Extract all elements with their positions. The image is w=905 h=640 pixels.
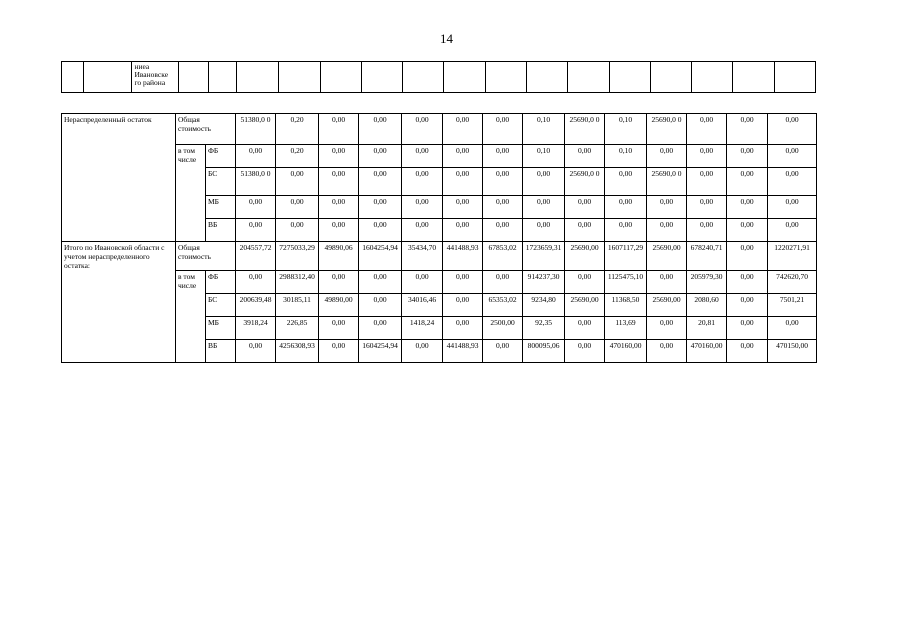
- value-cell: 30185,11: [276, 294, 319, 317]
- value-cell: 0,00: [359, 114, 402, 145]
- value-cell: 0,00: [483, 196, 523, 219]
- value-cell: 65353,02: [483, 294, 523, 317]
- value-cell: 0,00: [727, 242, 768, 271]
- value-cell: 92,35: [523, 317, 565, 340]
- value-cell: 0,10: [523, 145, 565, 168]
- value-cell: 470160,00: [605, 340, 647, 363]
- value-cell: 0,00: [727, 196, 768, 219]
- value-cell: 1220271,91: [768, 242, 817, 271]
- value-cell: 0,00: [565, 145, 605, 168]
- value-cell: 0,00: [768, 145, 817, 168]
- funding-source-label: МБ: [206, 196, 236, 219]
- value-cell: 25690,00: [647, 242, 687, 271]
- value-cell: 0,00: [483, 271, 523, 294]
- value-cell: 0,00: [523, 196, 565, 219]
- value-cell: 0,00: [443, 196, 483, 219]
- value-cell: 0,00: [443, 271, 483, 294]
- municipality-name-cell: ниеа Ивановске го района: [132, 62, 178, 93]
- value-cell: 470150,00: [768, 340, 817, 363]
- value-cell: 35434,70: [402, 242, 443, 271]
- value-cell: 25690,0 0: [565, 114, 605, 145]
- value-cell: 0,00: [359, 219, 402, 242]
- value-cell: 0,00: [359, 145, 402, 168]
- value-cell: 0,00: [727, 271, 768, 294]
- value-cell: 0,00: [727, 114, 768, 145]
- value-cell: 2988312,40: [276, 271, 319, 294]
- value-cell: 3918,24: [236, 317, 276, 340]
- value-cell: 0,00: [359, 294, 402, 317]
- value-cell: 0,00: [402, 145, 443, 168]
- value-cell: 0,00: [402, 196, 443, 219]
- value-cell: 0,00: [768, 196, 817, 219]
- value-cell: 0,00: [443, 145, 483, 168]
- value-cell: 0,00: [402, 219, 443, 242]
- value-cell: 0,00: [565, 196, 605, 219]
- value-cell: 0,00: [483, 340, 523, 363]
- value-cell: 0,00: [647, 219, 687, 242]
- value-cell: 34016,46: [402, 294, 443, 317]
- value-cell: 0,00: [443, 114, 483, 145]
- value-cell: 1604254,94: [359, 340, 402, 363]
- value-cell: 49890,00: [319, 294, 359, 317]
- value-cell: 204557,72: [236, 242, 276, 271]
- value-cell: 0,00: [565, 317, 605, 340]
- value-cell: 0,00: [276, 219, 319, 242]
- value-cell: 0,10: [605, 145, 647, 168]
- value-cell: 0,00: [768, 219, 817, 242]
- value-cell: 25690,00: [565, 294, 605, 317]
- value-cell: 0,00: [523, 219, 565, 242]
- value-cell: 0,00: [483, 145, 523, 168]
- value-cell: 4256308,93: [276, 340, 319, 363]
- value-cell: 0,00: [236, 271, 276, 294]
- value-cell: 470160,00: [687, 340, 727, 363]
- value-cell: 0,00: [565, 271, 605, 294]
- value-cell: 0,00: [687, 219, 727, 242]
- funding-source-label: ФБ: [206, 145, 236, 168]
- value-cell: 0,20: [276, 114, 319, 145]
- value-cell: 67853,02: [483, 242, 523, 271]
- value-cell: 0,00: [483, 219, 523, 242]
- value-cell: 25690,00: [647, 294, 687, 317]
- value-cell: 2500,00: [483, 317, 523, 340]
- table-row: [62, 145, 817, 168]
- value-cell: 25690,0 0: [565, 168, 605, 196]
- funding-source-label: ВБ: [206, 219, 236, 242]
- funding-source-label: БС: [206, 168, 236, 196]
- value-cell: 0,00: [236, 145, 276, 168]
- value-cell: 0,00: [359, 317, 402, 340]
- value-cell: 0,00: [727, 145, 768, 168]
- value-cell: 441488,93: [443, 242, 483, 271]
- funding-source-label: ВБ: [206, 340, 236, 363]
- value-cell: 0,00: [647, 340, 687, 363]
- value-cell: 0,00: [319, 271, 359, 294]
- value-cell: 0,00: [565, 340, 605, 363]
- table-row: [62, 114, 817, 145]
- value-cell: 0,00: [319, 196, 359, 219]
- value-cell: 49890,06: [319, 242, 359, 271]
- value-cell: 0,00: [483, 114, 523, 145]
- total-cost-label: Общая стоимость: [176, 114, 236, 145]
- value-cell: 0,00: [319, 168, 359, 196]
- value-cell: 1723659,31: [523, 242, 565, 271]
- table-fragment-top: [61, 61, 816, 93]
- value-cell: 0,00: [523, 168, 565, 196]
- value-cell: 1418,24: [402, 317, 443, 340]
- value-cell: 200639,48: [236, 294, 276, 317]
- value-cell: 0,20: [276, 145, 319, 168]
- including-label: в том числе: [176, 271, 206, 363]
- value-cell: 11368,50: [605, 294, 647, 317]
- value-cell: 0,00: [565, 219, 605, 242]
- table-row: [62, 242, 817, 271]
- value-cell: 0,00: [687, 168, 727, 196]
- value-cell: 0,00: [359, 271, 402, 294]
- funding-source-label: МБ: [206, 317, 236, 340]
- value-cell: 1125475,10: [605, 271, 647, 294]
- value-cell: 1607117,29: [605, 242, 647, 271]
- value-cell: 0,00: [319, 114, 359, 145]
- value-cell: 51380,0 0: [236, 168, 276, 196]
- value-cell: 0,00: [727, 219, 768, 242]
- funding-source-label: ФБ: [206, 271, 236, 294]
- value-cell: 205979,30: [687, 271, 727, 294]
- row-group-label: Нераспределенный остаток: [62, 114, 176, 242]
- value-cell: 0,00: [727, 340, 768, 363]
- value-cell: 0,10: [523, 114, 565, 145]
- value-cell: 0,00: [687, 196, 727, 219]
- value-cell: 0,00: [605, 196, 647, 219]
- value-cell: 0,00: [443, 219, 483, 242]
- total-cost-label: Общая стоимость: [176, 242, 236, 271]
- row-group-label: Итого по Ивановской области с учетом нераспределенного остатка:: [62, 242, 176, 363]
- value-cell: 0,00: [359, 196, 402, 219]
- value-cell: 0,10: [605, 114, 647, 145]
- including-label: в том числе: [176, 145, 206, 242]
- value-cell: 0,00: [647, 271, 687, 294]
- value-cell: 0,00: [402, 340, 443, 363]
- value-cell: 0,00: [647, 317, 687, 340]
- funding-source-label: БС: [206, 294, 236, 317]
- value-cell: 113,69: [605, 317, 647, 340]
- value-cell: 800095,06: [523, 340, 565, 363]
- value-cell: 0,00: [319, 317, 359, 340]
- value-cell: 0,00: [319, 145, 359, 168]
- table-body: [62, 114, 817, 363]
- value-cell: 20,81: [687, 317, 727, 340]
- value-cell: 0,00: [647, 196, 687, 219]
- value-cell: 0,00: [319, 219, 359, 242]
- value-cell: 678240,71: [687, 242, 727, 271]
- table-row: [62, 62, 816, 93]
- value-cell: 9234,80: [523, 294, 565, 317]
- value-cell: 7501,21: [768, 294, 817, 317]
- value-cell: 0,00: [236, 340, 276, 363]
- value-cell: 0,00: [443, 168, 483, 196]
- value-cell: 0,00: [402, 168, 443, 196]
- value-cell: 0,00: [402, 271, 443, 294]
- value-cell: 0,00: [647, 145, 687, 168]
- page-number: 14: [440, 31, 453, 46]
- value-cell: 0,00: [768, 317, 817, 340]
- value-cell: 0,00: [768, 168, 817, 196]
- value-cell: 25690,0 0: [647, 114, 687, 145]
- value-cell: 25690,0 0: [647, 168, 687, 196]
- value-cell: 0,00: [402, 114, 443, 145]
- value-cell: 0,00: [687, 145, 727, 168]
- value-cell: 441488,93: [443, 340, 483, 363]
- table-row: [62, 271, 817, 294]
- value-cell: 0,00: [276, 168, 319, 196]
- value-cell: 0,00: [727, 168, 768, 196]
- value-cell: 0,00: [276, 196, 319, 219]
- value-cell: 0,00: [359, 168, 402, 196]
- value-cell: 0,00: [236, 219, 276, 242]
- value-cell: 51380,0 0: [236, 114, 276, 145]
- value-cell: 0,00: [443, 317, 483, 340]
- value-cell: 914237,30: [523, 271, 565, 294]
- value-cell: 0,00: [687, 114, 727, 145]
- value-cell: 0,00: [483, 168, 523, 196]
- value-cell: 1604254,94: [359, 242, 402, 271]
- value-cell: 0,00: [236, 196, 276, 219]
- value-cell: 0,00: [727, 294, 768, 317]
- value-cell: 0,00: [443, 294, 483, 317]
- budget-table: [61, 113, 817, 363]
- value-cell: 0,00: [605, 219, 647, 242]
- value-cell: 2080,60: [687, 294, 727, 317]
- value-cell: 7275033,29: [276, 242, 319, 271]
- value-cell: 0,00: [605, 168, 647, 196]
- value-cell: 226,85: [276, 317, 319, 340]
- value-cell: 0,00: [768, 114, 817, 145]
- value-cell: 742620,70: [768, 271, 817, 294]
- value-cell: 25690,00: [565, 242, 605, 271]
- value-cell: 0,00: [727, 317, 768, 340]
- value-cell: 0,00: [319, 340, 359, 363]
